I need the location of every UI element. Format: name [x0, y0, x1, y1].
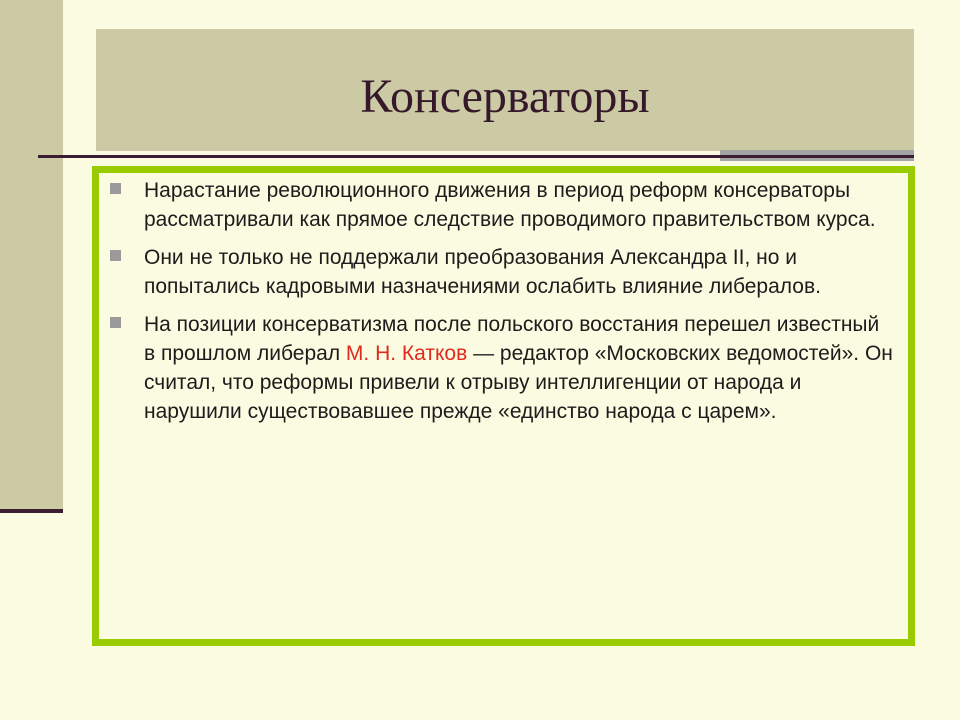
bullet-item: [104, 310, 894, 426]
bullet-text-before: На позиции консерватизма после польского восстания перешел известный в прошлом либерал: [144, 313, 880, 365]
katkov-link[interactable]: М. Н. Катков: [345, 342, 468, 365]
bullet-text: Они не только не поддержали преобразования Александра II, но и попытались кадровыми назначениями ослабить влияние либералов.: [144, 246, 821, 298]
square-bullet-icon: [110, 183, 121, 194]
bullet-list: [104, 176, 894, 435]
bullet-text-after: — редактор «Московских ведомостей». Он считал, что реформы привели к отрыву интеллигенции от народа и нарушили существовавшее прежде «единство народа с царем».: [144, 342, 893, 423]
bullet-item: [104, 243, 894, 301]
square-bullet-icon: [110, 317, 121, 328]
slide-title: Консерваторы: [360, 69, 650, 123]
left-decor-strip: [0, 0, 63, 511]
bullet-text: Нарастание революционного движения в период реформ консерваторы рассматривали как прямое следствие проводимого правительством курса.: [144, 179, 876, 231]
bullet-item: [104, 176, 894, 234]
square-bullet-icon: [110, 250, 121, 261]
left-decor-line: [0, 509, 63, 513]
title-divider: [38, 155, 914, 158]
